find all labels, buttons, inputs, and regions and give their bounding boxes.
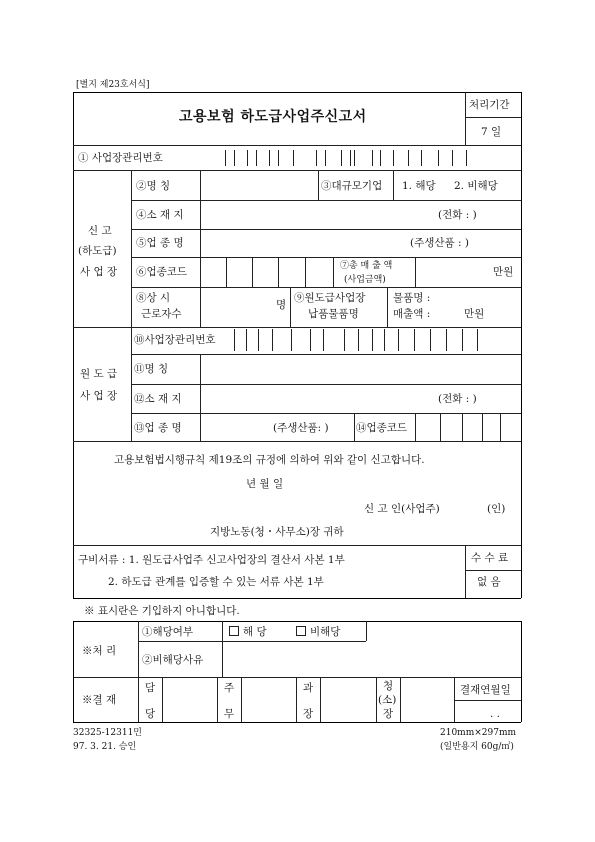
- seal-mark: (인): [487, 503, 506, 515]
- approval-head-3: 장: [383, 708, 394, 720]
- approval-date-value[interactable]: . .: [490, 708, 501, 720]
- applicable-no-label: 비해당: [310, 626, 341, 638]
- checkbox-no-icon[interactable]: [296, 626, 306, 636]
- declaration-date[interactable]: 년 월 일: [246, 478, 284, 490]
- approval-date-label: 결재연월일: [460, 684, 511, 696]
- footer-code: 32325-12311민: [73, 728, 142, 738]
- workers-label-2: 근로자수: [141, 308, 182, 320]
- approval-chief-1: 주: [224, 682, 235, 694]
- processing-period-label: 처리기간: [469, 99, 510, 111]
- prime-name-label: ⑪명 칭: [134, 363, 169, 375]
- approval-section-2: 장: [303, 708, 314, 720]
- non-applicable-reason-label: ②비해당사유: [142, 654, 204, 666]
- fee-label: 수 수 료: [471, 552, 509, 564]
- industry-code-label: ⑥업종코드: [136, 266, 188, 278]
- approval-head-1: 청: [383, 680, 394, 692]
- prime-business-number-label: ⑩사업장관리번호: [134, 334, 216, 346]
- goods-item[interactable]: 물품명 :: [393, 292, 431, 304]
- declaration-statement: 고용보험법시행규칙 제19조의 규정에 의하여 위와 같이 신고합니다.: [114, 454, 425, 466]
- processing-label: ※처 리: [82, 645, 117, 657]
- prime-group-label-2: 사 업 장: [80, 390, 118, 402]
- checkbox-yes-icon[interactable]: [229, 626, 239, 636]
- workers-label-1: ⑧상 시: [136, 292, 171, 304]
- name-label: ②명 칭: [136, 180, 171, 192]
- processing-period-value: 7 일: [481, 126, 502, 138]
- applicable-label: ①해당여부: [142, 626, 194, 638]
- reporter-group-label-3: 사 업 장: [80, 266, 118, 278]
- form-title: 고용보험 하도급사업주신고서: [179, 109, 367, 125]
- approval-staff-2: 당: [145, 708, 156, 720]
- large-company-label: ③대규모기업: [321, 180, 383, 192]
- workers-unit: 명: [276, 299, 287, 311]
- large-company-opt-no[interactable]: 2. 비해당: [454, 180, 498, 192]
- footer-size: 210mm×297mm: [440, 728, 517, 738]
- prime-industry-code-label: ⑭업종코드: [356, 422, 408, 434]
- total-sales-label-1: ⑦총 매 출 액: [340, 261, 393, 271]
- form-number: [별지 제23호서식]: [76, 80, 150, 90]
- reporter-label: 신 고 인(사업주): [364, 503, 440, 515]
- address-phone[interactable]: (전화 : ): [438, 209, 477, 221]
- footer-paper: (일반용지 60g/㎡): [440, 742, 514, 752]
- required-docs-line2: 2. 하도급 관계를 입증할 수 있는 서류 사본 1부: [108, 576, 324, 588]
- goods-sales-unit: 만원: [464, 308, 485, 320]
- business-number-label: ① 사업장관리번호: [78, 152, 163, 164]
- reporter-group-label-2: (하도급): [78, 245, 117, 257]
- footer-approved: 97. 3. 21. 승인: [73, 742, 137, 752]
- total-sales-label-2: (사업금액): [344, 275, 386, 285]
- required-docs-line1: 구비서류 : 1. 원도급사업주 신고사업장의 결산서 사본 1부: [78, 554, 345, 566]
- address-label: ④소 재 지: [136, 209, 184, 221]
- notice-text: ※ 표시란은 기입하지 아니합니다.: [84, 605, 240, 617]
- prime-main-product[interactable]: (주생산품: ): [273, 422, 329, 434]
- prime-address-label: ⑫소 재 지: [134, 393, 182, 405]
- recipient: 지방노동(청・사무소)장 귀하: [210, 526, 344, 538]
- prime-goods-label-2: 납품물품명: [308, 308, 359, 320]
- prime-group-label-1: 원 도 급: [80, 368, 118, 380]
- total-sales-unit: 만원: [493, 266, 514, 278]
- reporter-group-label-1: 신 고: [88, 225, 112, 237]
- approval-staff-1: 담: [145, 682, 156, 694]
- industry-name-label: ⑤업 종 명: [136, 237, 184, 249]
- goods-sales[interactable]: 매출액 :: [393, 308, 431, 320]
- prime-industry-name-label: ⑬업 종 명: [134, 422, 182, 434]
- fee-value: 없 음: [477, 576, 501, 588]
- prime-address-phone[interactable]: (전화 : ): [438, 393, 477, 405]
- approval-chief-2: 무: [224, 708, 235, 720]
- approval-head-2: (소): [378, 694, 397, 706]
- applicable-yes[interactable]: [229, 626, 267, 638]
- applicable-no[interactable]: [296, 626, 340, 638]
- applicable-yes-label: 해 당: [243, 626, 267, 638]
- prime-goods-label-1: ⑨원도급사업장: [294, 292, 366, 304]
- approval-label: ※결 재: [82, 694, 117, 706]
- approval-section-1: 과: [303, 682, 314, 694]
- large-company-opt-yes[interactable]: 1. 해당: [402, 180, 436, 192]
- main-product[interactable]: (주생산품 : ): [410, 237, 469, 249]
